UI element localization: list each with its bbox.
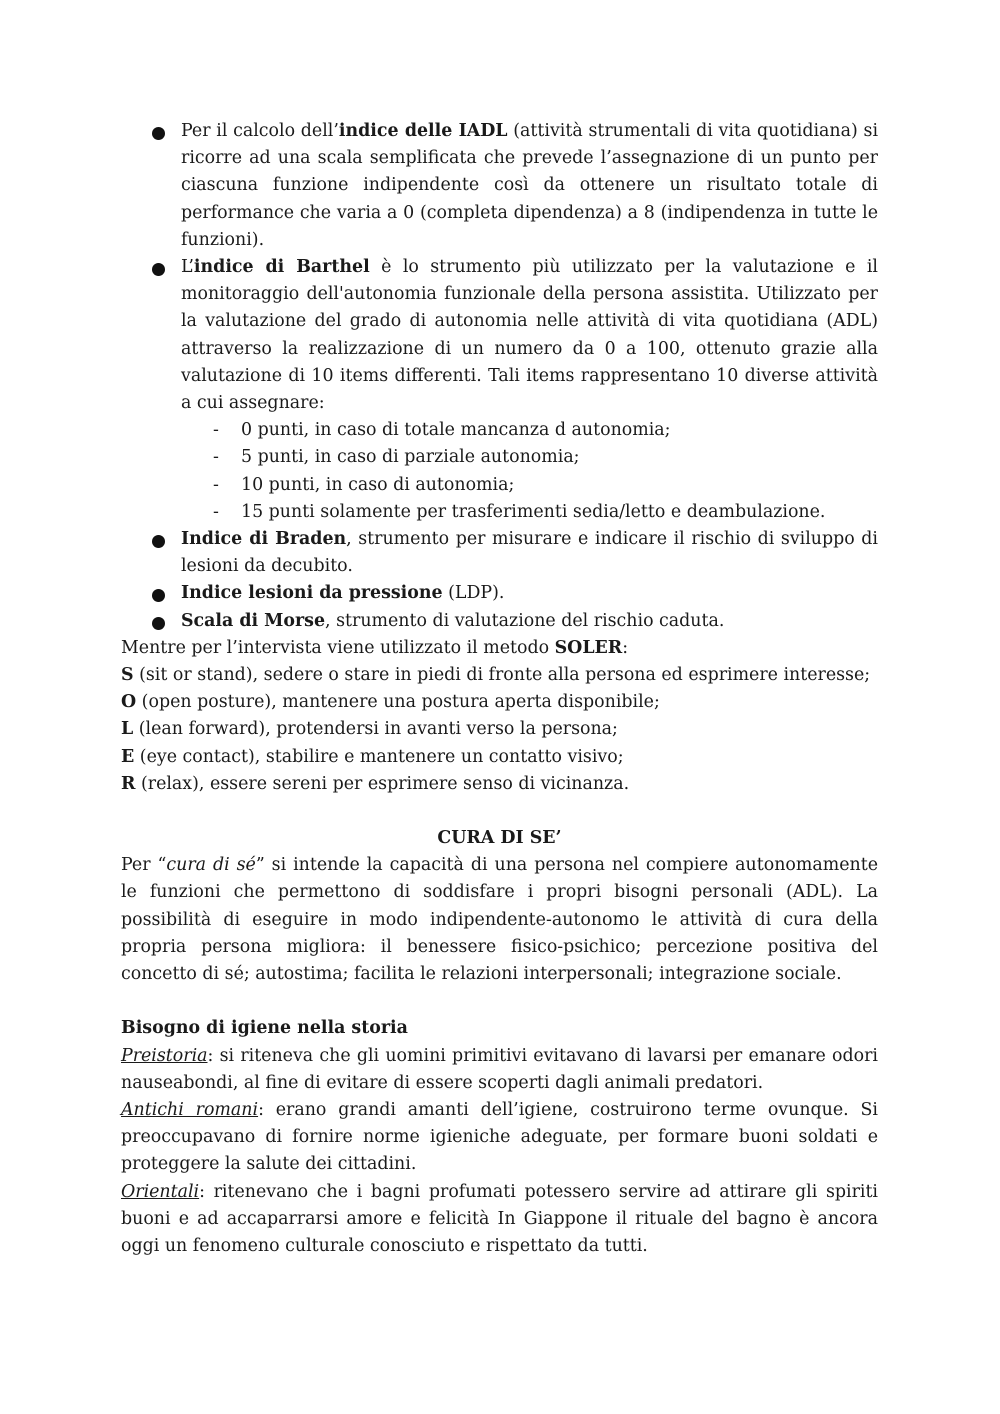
cura-paragraph: Per “cura di sé” si intende la capacità di una persona nel compiere autonomamente le funzioni che permettono di soddisfare i propri bisogni personali (ADL). La possibilità di eseguire in modo indipendente-autonomo le attività di cura della propria persona migliora: il benessere fisico-psichico; percezione positiva del concetto di sé; autostima; facilita le relazioni interpersonali; integrazione sociale. bbox=[121, 855, 878, 985]
dash-icon: - bbox=[213, 447, 219, 468]
ldp-term: Indice lesioni da pressione bbox=[181, 583, 443, 604]
barthel-point-item: - 0 punti, in caso di totale mancanza d autonomia; bbox=[241, 417, 878, 444]
bullet-barthel: L’indice di Barthel è lo strumento più utilizzato per la valutazione e il monitoraggio dell'autonomia funzionale della persona assistita. Utilizzato per la valutazione del grado di autonomia nelle attività di vita quotidiana (ADL) attraverso la realizzazione di un numero da 0 a 100, ottenuto grazie alla valutazione di 10 items differenti. Tali items rappresentano 10 diverse attività a cui assegnare: - 0 punti, in caso di totale mancanza d autonomia; - 5 punti, in caso di parziale autonomia; - 10 punti, in caso di autonomia; - 15 punti solamente per trasferimenti sedia/letto e deambulazione. bbox=[181, 254, 878, 526]
bullet-dot-icon bbox=[152, 589, 165, 602]
barthel-point-item: - 5 punti, in caso di parziale autonomia; bbox=[241, 444, 878, 471]
soler-item: O (open posture), mantenere una postura aperta disponibile; bbox=[121, 692, 660, 713]
soler-item: R (relax), essere sereni per esprimere senso di vicinanza. bbox=[121, 773, 630, 794]
bullet-ldp: Indice lesioni da pressione (LDP). bbox=[181, 580, 878, 607]
braden-term: Indice di Braden bbox=[181, 529, 347, 550]
soler-item: E (eye contact), stabilire e mantenere un contatto visivo; bbox=[121, 746, 624, 767]
page-content bbox=[121, 118, 878, 1260]
igiene-entry: Preistoria: si riteneva che gli uomini primitivi evitavano di lavarsi per emanare odori nauseabondi, al fine di evitare di essere scoperti dagli animali predatori. bbox=[121, 1045, 878, 1093]
barthel-points-list bbox=[181, 417, 878, 526]
soler-section bbox=[121, 635, 878, 798]
soler-item: L (lean forward), protendersi in avanti verso la persona; bbox=[121, 719, 618, 740]
dash-icon: - bbox=[213, 420, 219, 441]
bullet-dot-icon bbox=[152, 127, 165, 140]
igiene-section-title: Bisogno di igiene nella storia bbox=[121, 1018, 408, 1039]
barthel-point-item: - 15 punti solamente per trasferimenti sedia/letto e deambulazione. bbox=[241, 499, 878, 526]
barthel-point-item: - 10 punti, in caso di autonomia; bbox=[241, 472, 878, 499]
dash-icon: - bbox=[213, 501, 219, 522]
bullet-dot-icon bbox=[152, 535, 165, 548]
soler-item: S (sit or stand), sedere o stare in piedi di fronte alla persona ed esprimere interesse; bbox=[121, 665, 871, 686]
soler-intro: Mentre per l’intervista viene utilizzato il metodo SOLER: bbox=[121, 637, 629, 658]
igiene-entry: Antichi romani: erano grandi amanti dell’igiene, costruirono terme ovunque. Si preoccupavano di fornire norme igieniche adeguate, per formare buoni soldati e proteggere la salute dei cittadini. bbox=[121, 1099, 878, 1175]
bullet-morse: Scala di Morse, strumento di valutazione del rischio caduta. bbox=[181, 608, 878, 635]
dash-icon: - bbox=[213, 474, 219, 495]
bullet-dot-icon bbox=[152, 617, 165, 630]
iadl-term: indice delle IADL bbox=[338, 121, 508, 141]
bullet-iadl: Per il calcolo dell’indice delle IADL (attività strumentali di vita quotidiana) si ricorre ad una scala semplificata che prevede l’assegnazione di un punto per ciascuna funzione indipendente così da ottenere un risultato totale di performance che varia a 0 (completa dipendenza) a 8 (indipendenza in tutte le funzioni). bbox=[181, 118, 878, 254]
assessment-bullet-list bbox=[121, 118, 878, 635]
igiene-entry: Orientali: ritenevano che i bagni profumati potessero servire ad attirare gli spiriti buoni e ad accaparrarsi amore e felicità In Giappone il rituale del bagno è ancora oggi un fenomeno culturale conosciuto e rispettato da tutti. bbox=[121, 1181, 878, 1256]
barthel-term: indice di Barthel bbox=[193, 257, 370, 278]
morse-term: Scala di Morse bbox=[181, 610, 326, 631]
bullet-braden: Indice di Braden, strumento per misurare e indicare il rischio di sviluppo di lesioni da decubito. bbox=[181, 526, 878, 580]
bullet-dot-icon bbox=[152, 263, 165, 276]
cura-section-title: CURA DI SE’ bbox=[437, 828, 562, 849]
